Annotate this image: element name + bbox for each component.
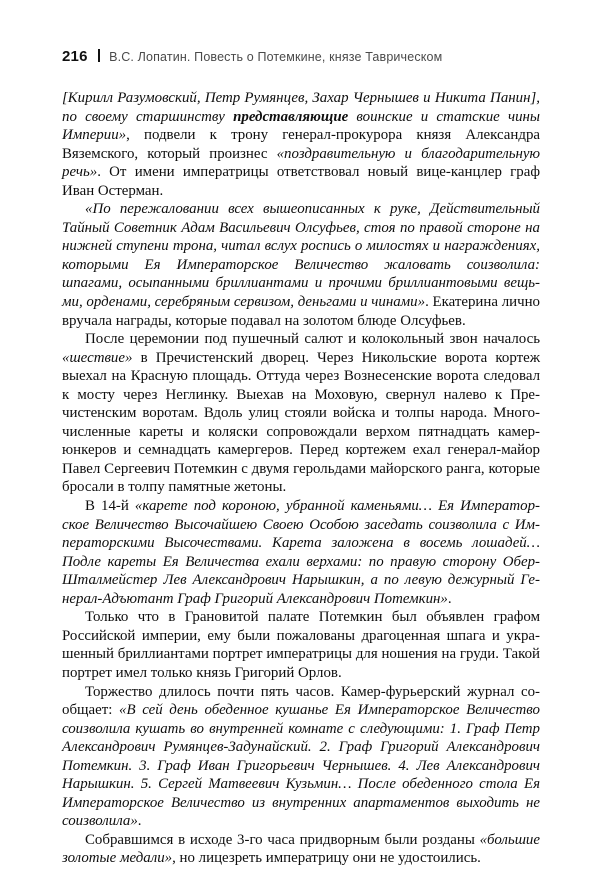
text-run: Только что в Грановитой палате Потемкин был объявлен графом Российской империи, ему были пожалованы драгоценная шпага и украшенный бриллиантами портрет императрицы для ношения на груди. Такой портрет имел только князь Григорий Орлов. — [62, 609, 540, 681]
text-run: «шествие» — [62, 349, 133, 366]
text-run: «карете под короною, убранной каменьями… Ея Императорское Величество Высочайшею Своею Особою заседать соизволила с Императорскими Высочествами. Карета заложена в восемь лошадей… Подле кареты Ея Величества ехали верхами: по правую сторону Обер-Шталмейстер Лев Александрович Нарышкин, а по левую дежурный Генерал-Адъютант Граф Григорий Александрович Потемкин» — [62, 498, 540, 607]
running-head-title: В.С. Лопатин. Повесть о Потемкине, князе Таврическом — [109, 50, 443, 64]
text-run: [Кирилл Разумовский, Петр Румянцев, Захар Чернышев и Никита Панин], по своему старшинству — [62, 90, 540, 125]
paragraph — [62, 200, 540, 330]
text-run: . От имени императрицы ответствовал новый вице-канцлер граф Иван Остерман. — [62, 164, 540, 199]
text-run: Собравшимся в исходе 3-го часа придворным были розданы — [85, 831, 480, 848]
text-run: , подвели к трону генерал-прокурора князя Александра Вяземского, который произнес — [62, 127, 540, 162]
text-run: «По пережаловании всех вышеописанных к руке, Действительный Тайный Советник Адам Васильевич Олсуфьев, стоя по правой стороне на нижней ступени трона, читал вслух роспись о милостях и награждениях, которыми Ея Императорское Величество жаловать соизволила: шпагами, осыпанными бриллиантами и прочими бриллиантовыми вещьми, орденами, серебряным сервизом, деньгами и чинами» — [62, 201, 540, 311]
paragraph — [62, 608, 540, 682]
text-run: После церемонии под пушечный салют и колокольный звон началось — [85, 331, 540, 348]
text-run: В 14-й — [85, 498, 135, 515]
paragraph — [62, 497, 540, 608]
text-run: «В сей день обеденное кушанье Ея Императорское Величество соизволила кушать во внутренней комнате с следующими: 1. Граф Петр Александрович Румянцев-Задунайский. 2. Граф Григорий Александрович Потемкин. 3. Граф Иван Григорьевич Чернышев. 4. Лев Александрович Нарышкин. 5. Сергей Матвеевич Кузьмин… После обеденного стола Ея Императорское Величество из внутренних апартаментов выходить не соизволила» — [62, 702, 540, 830]
page-number: 216 — [62, 48, 88, 65]
text-run: . — [447, 590, 452, 607]
text-run: «поздравительную и благодарительную речь» — [62, 145, 540, 181]
paragraph — [62, 330, 540, 497]
text-run: . — [137, 813, 142, 830]
body-text — [62, 89, 540, 868]
text-run: . Екатерина лично вручала награды, которые подавал на золотом блюде Олсуфьев. — [62, 294, 540, 329]
running-head-separator — [98, 49, 101, 62]
text-run: Торжество длилось почти пять часов. Камер-фурьерский журнал сообщает: — [62, 683, 540, 719]
paragraph — [62, 89, 540, 200]
text-run: воинские и статские чины Империи» — [62, 108, 540, 144]
paragraph — [62, 831, 540, 868]
paragraph — [62, 683, 540, 831]
running-head — [62, 48, 442, 65]
text-run: в Пречистенский дворец. Через Никольские ворота кортеж выехал на Красную площадь. Оттуда через Вознесенские ворота следовал к мосту через Неглинку. Выехав на Моховую, свернул налево к Пречистенским воротам. Вдоль улиц стояли войска и толпы народа. Многочисленные кареты и коляски сопровождали верхом пятнадцать камерюнкеров и семнадцать камергеров. Перед кортежем ехал генерал-майор Павел Сергеевич Потемкин с двумя герольдами майорского ранга, которые бросали в толпу памятные жетоны. — [62, 349, 540, 496]
text-run: «большие золотые медали» — [62, 831, 540, 867]
text-run: , но лицезреть императрицу они не удостоились. — [172, 850, 481, 867]
text-run: представляющие — [233, 108, 349, 125]
